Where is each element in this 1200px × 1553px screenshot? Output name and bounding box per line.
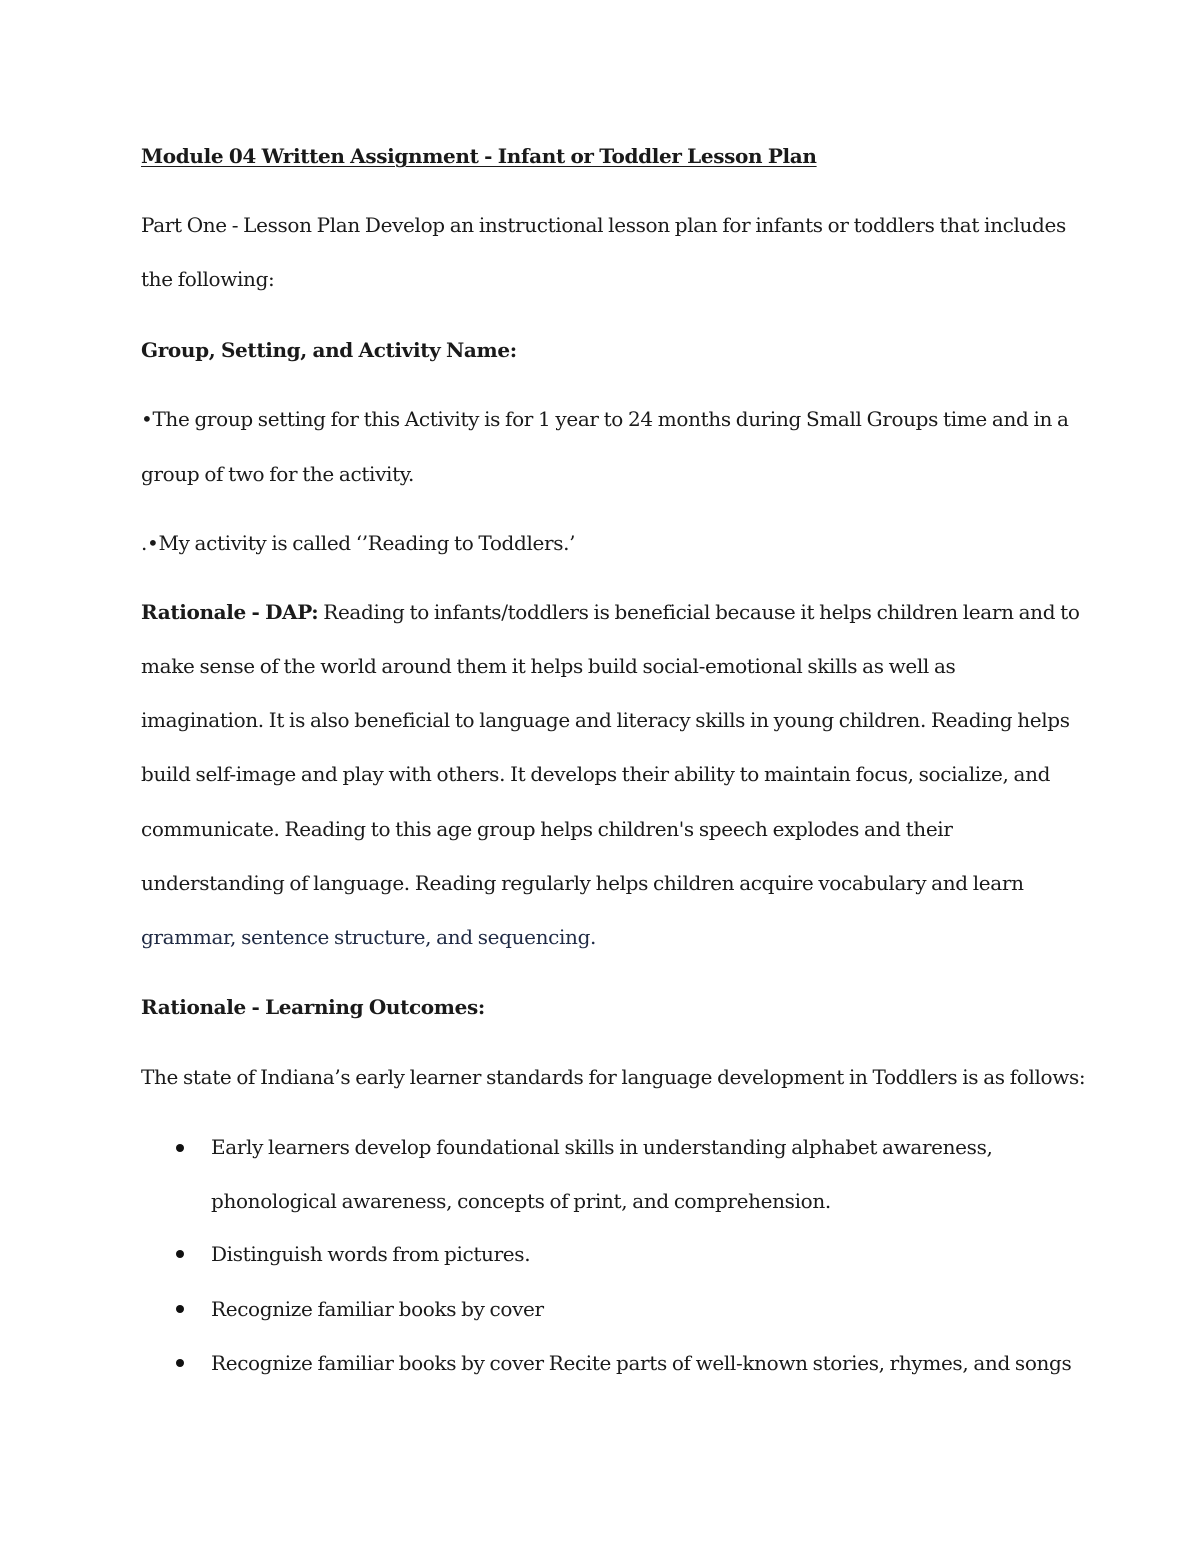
rationale-dap-text: Reading to infants/toddlers is beneficial because it helps children learn and to <box>318 600 1080 624</box>
intro-text-line-1: Part One - Lesson Plan Develop an instructional lesson plan for infants or toddlers that includes <box>141 213 1066 237</box>
rationale-dap-line-4: build self-image and play with others. It develops their ability to maintain focus, socialize, and <box>141 762 1051 786</box>
heading-learning-outcomes: Rationale - Learning Outcomes: <box>141 995 485 1019</box>
intro-text-line-2: the following: <box>141 267 275 291</box>
rationale-dap-line-2: make sense of the world around them it helps build social-emotional skills as well as <box>141 654 956 678</box>
bullet-icon <box>176 1144 184 1152</box>
bullet-item-1-line-2: phonological awareness, concepts of print, and comprehension. <box>211 1189 831 1213</box>
bullet-item-4: Recognize familiar books by cover Recite parts of well-known stories, rhymes, and songs <box>211 1351 1072 1375</box>
rationale-dap-line-5: communicate. Reading to this age group helps children's speech explodes and their <box>141 817 953 841</box>
heading-group-setting: Group, Setting, and Activity Name: <box>141 338 517 362</box>
rationale-dap-line-6: understanding of language. Reading regularly helps children acquire vocabulary and learn <box>141 871 1024 895</box>
bullet-icon <box>176 1359 184 1367</box>
bullet-item-2: Distinguish words from pictures. <box>211 1242 531 1266</box>
bullet-item-1-line-1: Early learners develop foundational skills in understanding alphabet awareness, <box>211 1135 993 1159</box>
activity-name-line: .•My activity is called ‘’Reading to Toddlers.’ <box>141 531 576 555</box>
rationale-dap-line-3: imagination. It is also beneficial to language and literacy skills in young children. Reading helps <box>141 708 1070 732</box>
standards-intro: The state of Indiana’s early learner standards for language development in Toddlers is as follows: <box>141 1065 1086 1089</box>
group-setting-line-2: group of two for the activity. <box>141 462 415 486</box>
bullet-icon <box>176 1250 184 1258</box>
rationale-dap-label: Rationale - DAP: <box>141 600 319 624</box>
group-setting-line-1: •The group setting for this Activity is for 1 year to 24 months during Small Groups time and in a <box>141 407 1069 431</box>
rationale-dap-line-7: grammar, sentence structure, and sequencing. <box>141 925 597 949</box>
rationale-dap-line-1 <box>141 598 1080 626</box>
bullet-icon <box>176 1305 184 1313</box>
bullet-item-3: Recognize familiar books by cover <box>211 1297 544 1321</box>
document-title: Module 04 Written Assignment - Infant or Toddler Lesson Plan <box>141 144 817 168</box>
